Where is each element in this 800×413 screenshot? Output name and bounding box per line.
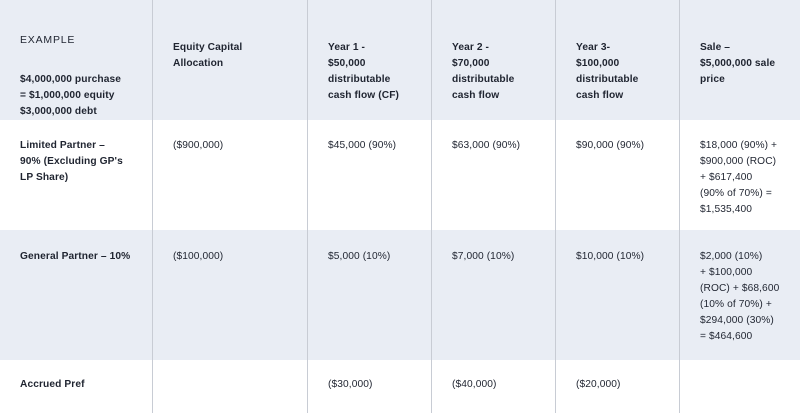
table-cell: $10,000 (10%) [556,230,680,360]
table-cell: ($40,000) [432,360,556,413]
table-cell [680,360,800,413]
table-cell [153,360,308,413]
table-cell: $45,000 (90%) [308,120,432,230]
row-label-accrued-pref: Accrued Pref [0,360,153,413]
example-header-cell [0,0,153,120]
table-cell: $7,000 (10%) [432,230,556,360]
example-description: $4,000,000 purchase = $1,000,000 equity $3,000,000 debt [20,74,122,117]
table-cell: ($900,000) [153,120,308,230]
column-header-equity-capital: Equity Capital Allocation [153,0,308,120]
column-header-year-1: Year 1 - $50,000 distributable cash flow (CF) [308,0,432,120]
row-label-general-partner: General Partner – 10% [0,230,153,360]
table-cell: ($30,000) [308,360,432,413]
table-cell: $5,000 (10%) [308,230,432,360]
table-cell: $18,000 (90%) + $900,000 (ROC) + $617,400 (90% of 70%) = $1,535,400 [680,120,800,230]
row-label-limited-partner: Limited Partner – 90% (Excluding GP's LP Share) [0,120,153,230]
column-header-year-3: Year 3- $100,000 distributable cash flow [556,0,680,120]
column-header-sale: Sale – $5,000,000 sale price [680,0,800,120]
table-cell: ($20,000) [556,360,680,413]
example-label: EXAMPLE [20,34,76,46]
table-cell: $2,000 (10%) + $100,000 (ROC) + $68,600 (10% of 70%) + $294,000 (30%) = $464,600 [680,230,800,360]
table-cell: ($100,000) [153,230,308,360]
column-header-year-2: Year 2 - $70,000 distributable cash flow [432,0,556,120]
table-cell: $90,000 (90%) [556,120,680,230]
table-cell: $63,000 (90%) [432,120,556,230]
